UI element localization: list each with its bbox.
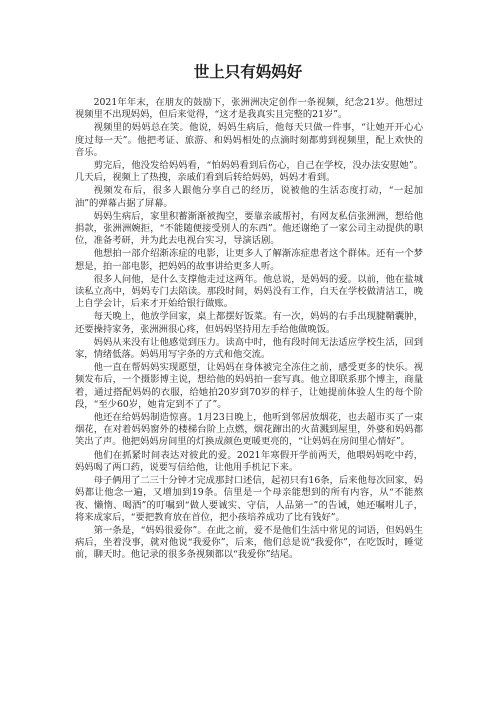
paragraph: 妈妈从来没有让他感觉到压力。读高中时，他有段时间无法适应学校生活，回到家，情绪低落。妈妈用写字条的方式和他交流。 bbox=[75, 336, 423, 361]
paragraph: 视频发布后，很多人跟他分享自己的经历，说被他的生活态度打动，“一起加油”的弹幕占据了屏幕。 bbox=[75, 185, 423, 209]
paragraph: 剪完后，他没发给妈妈看，“怕妈妈看到后伤心，自己在学校，没办法安慰她”。几天后，视频上了热搜，亲戚们看到后转给妈妈，妈妈才看到。 bbox=[75, 160, 423, 184]
paragraph: 母子俩用了二三十分钟才完成那封口述信，起初只有16条，后来他每次回家，妈妈都让他念一遍，又增加到19条。信里是一个母亲能想到的所有内容，从“不能熬夜、懒惰、喝酒”的叮嘱到“做人要诚实、守信，人品第一”的告诫，她还嘱咐儿子，将来成家后，“要把教育放在首位，把小孩培养成功了比有钱好”。 bbox=[75, 475, 423, 523]
article-title: 世上只有妈妈好 bbox=[193, 63, 303, 81]
article-body bbox=[75, 97, 423, 563]
paragraph: 很多人问他，是什么支撑他走过这两年。他总说，是妈妈的爱。以前，他在盐城读私立高中，妈妈专门去陪读。那段时间，妈妈没有工作，白天在学校做清洁工，晚上自学会计，后来才开始给银行做账。 bbox=[75, 273, 423, 310]
paragraph: 每天晚上，他放学回家，桌上都摆好饭菜。有一次，妈妈的右手出现腱鞘囊肿，还要操持家务，张洲洲很心疼，但妈妈坚持用左手给他做晚饭。 bbox=[75, 311, 423, 335]
paragraph: 他们在抓紧时间表达对彼此的爱。2021年寒假开学前两天，他喂妈妈吃中药，妈妈喝了两口药，说要写信给他，让他用手机记下来。 bbox=[75, 449, 423, 473]
paragraph: 第一条是，“妈妈很爱你”。在此之前，爱不是他们生活中常见的词语，但妈妈生病后，坐着没事，就对他说“我爱你”，后来，他们总是说“我爱你”，在吃饭时，睡觉前，聊天时。他记录的很多条视频都以“我爱你”结尾。 bbox=[75, 524, 423, 561]
paragraph: 视频里的妈妈总在笑。他说，妈妈生病后，他每天只做一件事，“让她开开心心度过每一天”。他把考证、旅游、和妈妈相处的点滴时刻都剪到视频里，配上欢快的音乐。 bbox=[75, 122, 423, 158]
paragraph: 他一直在帮妈妈实现愿望，让妈妈在身体被完全冻住之前，感受更多的快乐。视频发布后，一个摄影博主说，想给他的妈妈拍一套写真。他立即联系那个博主，商量着，通过搭配妈妈的衣服，给她拍20岁到70岁的样子，让她提前体验人生的每个阶段，“至少60岁，她肯定到不了了”。 bbox=[75, 362, 423, 410]
paragraph: 妈妈生病后，家里积蓄渐渐被掏空，要靠亲戚帮衬，有网友私信张洲洲，想给他捐款，张洲洲婉拒，“不能随便接受别人的东西”。他还谢绝了一家公司主动提供的职位，准备考研，并为此去电视台实习，导演话剧。 bbox=[75, 210, 423, 247]
paragraph: 他想拍一部介绍渐冻症的电影，让更多人了解渐冻症患者这个群体。还有一个梦想是，拍一部电影，把妈妈的故事讲给更多人听。 bbox=[75, 248, 423, 272]
paragraph: 2021年年末，在朋友的鼓励下，张洲洲决定创作一条视频，纪念21岁。他想过视频里不出现妈妈，但后来觉得，“这才是我真实且完整的21岁”。 bbox=[75, 97, 423, 121]
paragraph: 他还在给妈妈制造惊喜。1月23日晚上，他听到邻居放烟花，也去超市买了一束烟花，在对着妈妈窗外的楼梯台阶上点燃，烟花蹿出的火苗溅到屋里，外婆和妈妈都笑出了声。他把妈妈房间里的灯换成颜色更暖更亮的，“让妈妈在房间里心情好”。 bbox=[75, 412, 423, 448]
